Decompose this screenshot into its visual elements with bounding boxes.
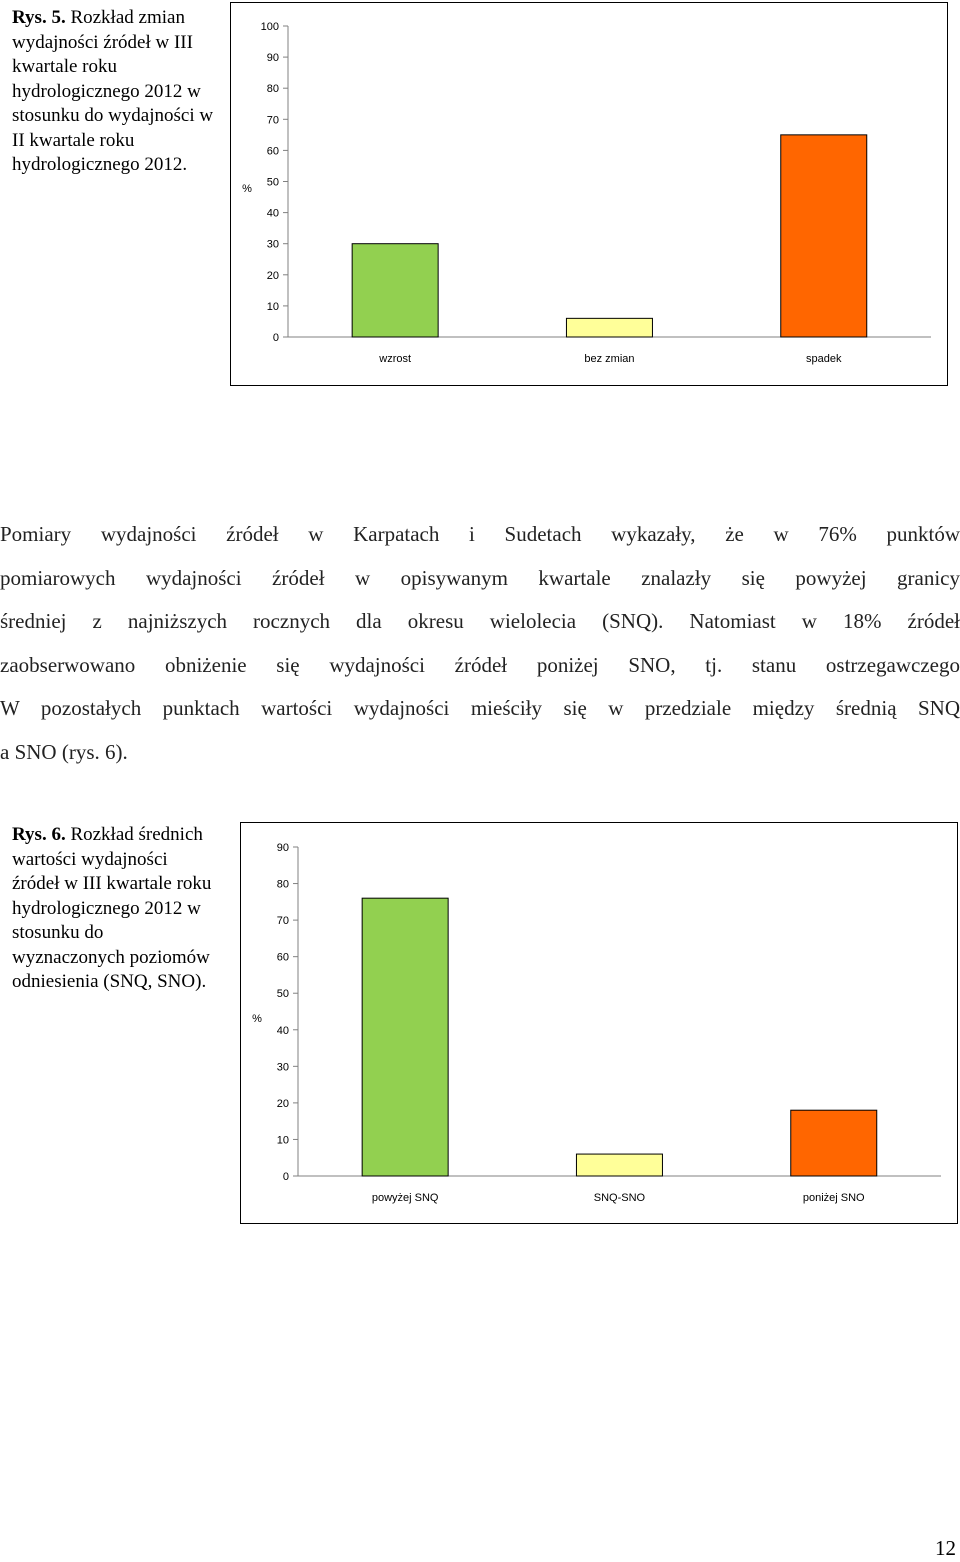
bar-poniżej-sno	[791, 1110, 877, 1176]
y-tick-label: 30	[266, 238, 279, 251]
paragraph-line: pomiarowych wydajności źródeł w opisywanym kwartale znalazły się powyżej granicy	[0, 565, 960, 590]
paragraph-line: a SNO (rys. 6).	[0, 739, 128, 764]
bar-snq-sno	[576, 1154, 662, 1176]
y-tick-label: 50	[266, 176, 279, 189]
figure1-caption-text: Rozkład zmian wydajności źródeł w III kwartale roku hydrologicznego 2012 w stosunku do wydajności w II kwartale roku hydrologicznego 2012.	[12, 7, 214, 175]
figure2-label: Rys. 6.	[12, 824, 66, 845]
y-tick-label: 40	[276, 1024, 289, 1037]
x-tick-label: poniżej SNO	[802, 1192, 865, 1204]
y-tick-label: 80	[266, 83, 279, 96]
x-tick-label: wzrost	[379, 353, 412, 365]
y-tick-label: 40	[266, 207, 279, 220]
paragraph-line: średniej z najniższych rocznych dla okresu wielolecia (SNQ). Natomiast w 18% źródeł	[0, 609, 960, 633]
y-tick-label: 80	[276, 878, 289, 891]
x-tick-label: spadek	[806, 353, 842, 365]
y-tick-label: 30	[276, 1061, 289, 1074]
y-tick-label: 60	[266, 145, 279, 158]
x-tick-label: powyżej SNQ	[371, 1192, 439, 1204]
bar-wzrost	[352, 244, 438, 337]
figure1-chart-svg	[231, 3, 947, 385]
body-paragraph	[0, 513, 960, 774]
x-tick-label: bez zmian	[584, 353, 635, 365]
x-tick-label: SNQ-SNO	[593, 1192, 646, 1204]
y-tick-label: 0	[282, 1171, 289, 1183]
paragraph-line: Pomiary wydajności źródeł w Karpatach i Sudetach wykazały, że w 76% punktów	[0, 522, 960, 546]
y-tick-label: 90	[266, 52, 279, 65]
y-tick-label: 10	[266, 300, 279, 313]
y-tick-label: 0	[272, 332, 279, 344]
y-tick-label: 70	[266, 114, 279, 127]
y-tick-label: 50	[276, 988, 289, 1001]
figure2-caption-text: Rozkład średnich wartości wydajności źródeł w III kwartale roku hydrologicznego 2012 w stosunku do wyznaczonych poziomów odniesienia (SNQ, SNO).	[12, 824, 212, 992]
y-tick-label: 70	[276, 915, 289, 928]
y-tick-label: 90	[276, 842, 289, 854]
figure1-label: Rys. 5.	[12, 7, 66, 28]
figure2-chart	[240, 822, 958, 1224]
figure1-caption	[12, 6, 222, 178]
figure1-chart	[230, 2, 948, 386]
y-tick-label: 10	[276, 1134, 289, 1147]
bar-powyżej-snq	[362, 898, 448, 1176]
y-tick-label: 20	[266, 269, 279, 282]
y-axis-label: %	[242, 183, 252, 195]
y-tick-label: 100	[260, 21, 279, 33]
figure2-caption	[12, 823, 212, 995]
bar-spadek	[781, 135, 867, 337]
paragraph-line: W pozostałych punktach wartości wydajności mieściły się w przedziale między średnią SNQ	[0, 696, 960, 720]
figure2-chart-svg	[241, 823, 957, 1223]
paragraph-line: zaobserwowano obniżenie się wydajności źródeł poniżej SNO, tj. stanu ostrzegawczego	[0, 652, 960, 677]
y-tick-label: 20	[276, 1097, 289, 1110]
bar-bez-zmian	[566, 318, 652, 337]
y-axis-label: %	[252, 1013, 262, 1025]
y-tick-label: 60	[276, 951, 289, 964]
page-number: 12	[935, 1536, 956, 1560]
